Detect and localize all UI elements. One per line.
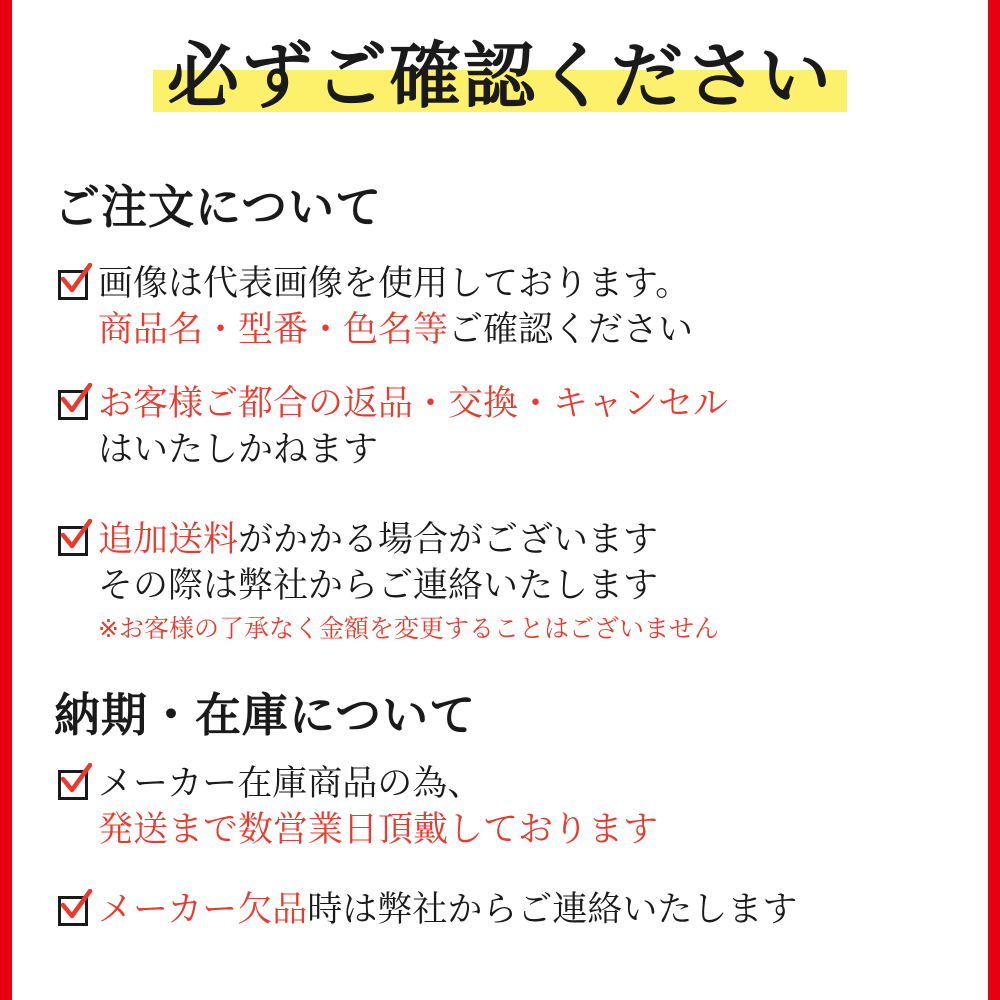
text-line bbox=[98, 888, 797, 934]
text-line bbox=[98, 518, 719, 564]
checkbox-checked-icon bbox=[56, 524, 92, 560]
text-line: メーカー在庫商品の為、 bbox=[98, 764, 483, 804]
text-line bbox=[98, 308, 693, 354]
text-tail: がかかる場合がございます bbox=[238, 520, 659, 560]
checkbox-checked-icon bbox=[56, 268, 92, 304]
text-tail: 時は弊社からご連絡いたします bbox=[307, 890, 798, 930]
list-item bbox=[56, 762, 658, 853]
list-item bbox=[56, 518, 719, 644]
page-title-wrap bbox=[12, 34, 988, 122]
list-item-text bbox=[98, 762, 658, 853]
list-item-note: ※お客様の了承なく金額を変更することはございません bbox=[98, 614, 719, 643]
list-item-text bbox=[98, 262, 693, 353]
list-item bbox=[56, 888, 797, 934]
list-item-text bbox=[98, 888, 797, 934]
text-emphasis: 商品名・型番・色名等 bbox=[98, 309, 449, 350]
text-emphasis: 追加送料 bbox=[98, 520, 239, 560]
text-line: お客様ご都合の返品・交換・キャンセル bbox=[98, 384, 729, 424]
page-title bbox=[153, 34, 847, 122]
text-line: 発送まで数営業日頂戴しております bbox=[98, 809, 659, 850]
notice-content bbox=[12, 0, 988, 1000]
list-item bbox=[56, 262, 693, 353]
section-heading-stock: 納期・在庫について bbox=[54, 688, 477, 742]
page-title-text: 必ずご確認ください bbox=[166, 34, 833, 118]
list-item-text bbox=[98, 382, 728, 473]
section-heading-order: ご注文について bbox=[54, 180, 383, 234]
list-item-text bbox=[98, 518, 719, 644]
checkbox-checked-icon bbox=[56, 388, 92, 424]
text-line: はいたしかねます bbox=[98, 429, 379, 470]
list-item bbox=[56, 382, 728, 473]
text-tail: ご確認ください bbox=[448, 309, 694, 350]
text-line: その際は弊社からご連絡いたします bbox=[98, 565, 659, 606]
text-line: 画像は代表画像を使用しております。 bbox=[98, 264, 691, 304]
text-emphasis: メーカー欠品 bbox=[98, 890, 308, 930]
checkbox-checked-icon bbox=[56, 894, 92, 930]
checkbox-checked-icon bbox=[56, 768, 92, 804]
